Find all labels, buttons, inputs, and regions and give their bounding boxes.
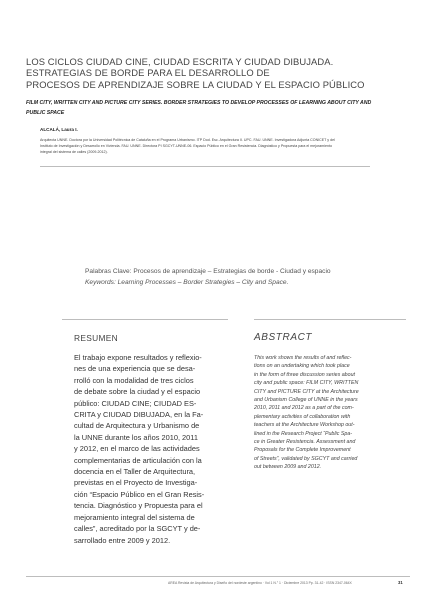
text-line: out between 2009 and 2012. — [254, 464, 322, 471]
text-line: cultad de Arquitectura y Urbanismo de — [74, 421, 200, 431]
text-line: público: CIUDAD CINE; CIUDAD ES- — [74, 398, 197, 408]
text-line: Proposals for the Complete Improvement — [254, 447, 351, 454]
text-line: CITY and PICTURE CITY at the Architecture — [254, 388, 359, 395]
divider — [62, 319, 228, 320]
text-line: tions on an undertaking which took place — [254, 363, 350, 370]
keywords-en: Keywords: Learning Processes – Border Strategies – City and Space. — [85, 279, 289, 286]
text-line: ce in Greater Resistencia. Assessment and — [254, 439, 356, 446]
text-line: sarrollado entre 2009 y 2012. — [74, 535, 171, 545]
text-line: and Urbanism College of UNNE in the years — [254, 397, 358, 404]
text-line: nes de una experiencia que se desa- — [74, 364, 196, 374]
text-line: plementary activities of collaboration with — [254, 413, 351, 420]
title-line: LOS CICLOS CIUDAD CINE, CIUDAD ESCRITA Y CIUDAD DIBUJADA. — [26, 56, 334, 67]
resumen-body — [74, 352, 226, 546]
keywords-es: Palabras Clave: Procesos de aprendizaje – Estrategias de borde - Ciudad y espacio — [85, 268, 331, 275]
text-line: ción “Espacio Público en el Gran Resis- — [74, 489, 205, 499]
resumen-heading: RESUMEN — [74, 333, 118, 343]
text-line: This work shows the results of and reflec- — [254, 355, 352, 361]
text-line: CRITA y CIUDAD DIBUJADA, en la Fa- — [74, 410, 204, 420]
text-line: tencia. Diagnóstico y Propuesta para el — [74, 501, 203, 511]
title-line: ESTRATEGIAS DE BORDE PARA EL DESARROLLO DE — [26, 67, 270, 79]
divider — [40, 166, 370, 167]
journal-footer: AREA Revista de Arquitectura y Diseño del nordeste argentino · Vol 1 N.° 1 · Diciembre 2013 Pp. 31-42 · ISSN 2347-064X — [168, 581, 352, 585]
divider — [254, 319, 406, 320]
text-line: of Streets”, validated by SGCYT and carried — [254, 455, 358, 462]
abstract-body — [254, 354, 402, 472]
abstract-heading: ABSTRACT — [254, 332, 313, 343]
text-line: previstas en el Proyecto de Investiga- — [74, 478, 198, 488]
text-line: calles”, acreditado por la SGCYT y de- — [74, 524, 201, 534]
text-line: de debate sobre la ciudad y el espacio — [74, 387, 201, 397]
text-line: rrolló con la modalidad de tres ciclos — [74, 375, 194, 385]
text-line: docencia en el Taller de Arquitectura, — [74, 467, 196, 477]
page-number: 31 — [398, 580, 403, 585]
text-line: in the form of three discussion series about — [254, 371, 355, 378]
text-line: complementarias de articulación con la — [74, 455, 202, 465]
footer-divider — [26, 576, 410, 577]
author-name: ALCALÁ, Laura I. — [40, 127, 78, 132]
text-line: El trabajo expone resultados y reflexio- — [74, 353, 202, 362]
text-line: lined in the Research Project “Public Spa- — [254, 430, 353, 437]
text-line: teachers at the Architecture Workshop out- — [254, 422, 355, 429]
title-line: PROCESOS DE APRENDIZAJE SOBRE LA CIUDAD Y EL ESPACIO PÚBLICO — [26, 78, 365, 90]
text-line: y 2012, en el marco de las actividades — [74, 444, 200, 454]
text-line: 2010, 2011 and 2012 as a part of the com- — [254, 405, 354, 412]
text-line: mejoramiento integral del sistema de — [74, 512, 195, 522]
article-title-en: FILM CITY, WRITTEN CITY AND PICTURE CITY SERIES. BORDER STRATEGIES TO DEVELOP PROCESSES OF LEARNING ABOUT CITY AND PUBLIC SPACE — [26, 100, 372, 117]
article-title-es — [26, 56, 371, 90]
text-line: city and public space: FILM CITY, WRITTEN — [254, 380, 359, 387]
author-affiliation: Arquitecta UNNE. Doctora por la Universidad Politécnica de Cataluña en el Programa Urbanismo. ITP Dod. Esc. Arquitectura II. UPC. FAU. UNNE. Investigadora Adjunta CONICET y del Instituto de Investigación y Desarrollo en Vivienda. FAU. UNNE. Directora PI SGCYT-UNNE-06. Espacio Público en el Gran Resistencia. Diagnóstico y Propuesta para el mejoramiento integral del sistema de calles (2009-2012). — [40, 138, 335, 154]
text-line: la UNNE durante los años 2010, 2011 — [74, 432, 198, 442]
